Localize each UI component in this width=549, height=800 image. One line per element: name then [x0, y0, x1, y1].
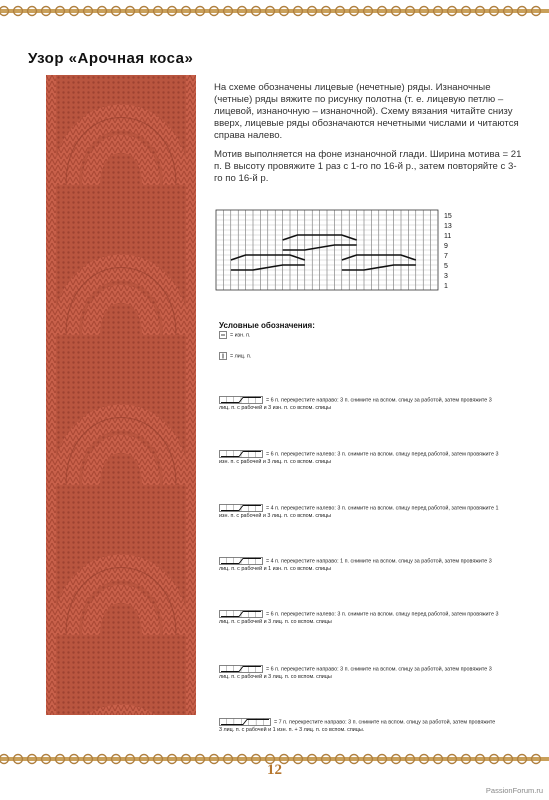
instructions-paragraph: На схеме обозначены лицевые (нечетные) ряды. Изнаночные (четные) ряды вяжите по рисунку полотна (т. е. лицевую петлю – лицевой, изнаночную – изнаночной). Схему вязания читайте снизу вверх, лицевые ряды обозначаются нечетными числами и читаются справа налево.	[214, 82, 519, 141]
legend-symbol-icon	[219, 557, 263, 565]
legend-title: Условные обозначения:	[219, 321, 315, 330]
row-label: 15	[444, 213, 452, 220]
legend-item	[219, 331, 499, 340]
legend-text: = 7 п. перекрестите направо: 3 п. снимите на вспом. спицу за работой, затем провяжите 3 лиц. п. с рабочей и 1 изн. п. + 3 лиц. п. со вспом. спицы.	[219, 719, 496, 733]
page-number: 12	[267, 762, 282, 778]
row-label: 3	[444, 273, 448, 280]
legend-symbol-icon	[219, 450, 263, 458]
row-label: 5	[444, 263, 448, 270]
row-label: 1	[444, 283, 448, 290]
legend-symbol-icon	[219, 396, 263, 404]
legend-symbol-icon	[219, 504, 263, 512]
legend-text: = 4 п. перекрестите направо: 1 п. снимите на вспом. спицу за работой, затем провяжите 3 лиц. п. с рабочей и 1 изн. п. со вспом. спицы	[219, 558, 492, 572]
legend-symbol-icon	[219, 665, 263, 673]
legend-item	[219, 665, 499, 681]
legend-item	[219, 396, 499, 412]
legend-symbol-icon	[219, 352, 227, 360]
motif-paragraph: Мотив выполняется на фоне изнаночной глади. Ширина мотива = 21 п. В высоту провяжите 1 раз с 1-го по 16-й р., затем повторяйте с 3-го по 16-й р.	[214, 149, 522, 184]
legend-item	[219, 352, 499, 361]
legend-item	[219, 450, 499, 466]
legend-text: = 6 п. перекрестите направо: 3 п. снимите на вспом. спицу за работой, затем провяжите 3 лиц. п. с рабочей и 3 изн. п. со вспом. спицы	[219, 397, 492, 411]
row-label: 9	[444, 243, 448, 250]
legend-symbol-icon	[219, 718, 271, 726]
legend-text: = 4 п. перекрестите налево: 3 п. снимите на вспом. спицу перед работой, затем провяжите 1 изн. п. с рабочей и 3 лиц. п. со вспом. спицы	[219, 505, 499, 519]
row-label: 11	[444, 233, 452, 240]
legend-item	[219, 718, 499, 734]
knit-swatch-photo	[46, 75, 196, 715]
legend-text: = лиц. п.	[230, 353, 252, 360]
legend-symbol-icon	[219, 610, 263, 618]
row-label: 13	[444, 223, 452, 230]
legend-text: = изн. п.	[230, 332, 251, 339]
legend-text: = 6 п. перекрестите налево: 3 п. снимите на вспом. спицу перед работой, затем провяжите 3 изн. п. с рабочей и 3 лиц. п. со вспом. спицы	[219, 451, 499, 465]
page-title: Узор «Арочная коса»	[28, 50, 194, 67]
legend-text: = 6 п. перекрестите направо: 3 п. снимите на вспом. спицу за работой, затем провяжите 3 лиц. п. с рабочей и 3 лиц. п. со вспом. спицы	[219, 666, 492, 680]
legend-text: = 6 п. перекрестите налево: 3 п. снимите на вспом. спицу перед работой, затем провяжите 3 лиц. п. с рабочей и 3 лиц. п. со вспом. спицы	[219, 611, 499, 625]
legend-item	[219, 504, 499, 520]
top-ornament-border	[0, 4, 549, 18]
legend-item	[219, 557, 499, 573]
watermark: PassionForum.ru	[485, 786, 543, 795]
legend-symbol-icon	[219, 331, 227, 339]
row-label: 7	[444, 253, 448, 260]
legend-item	[219, 610, 499, 626]
knitting-chart	[214, 208, 464, 292]
